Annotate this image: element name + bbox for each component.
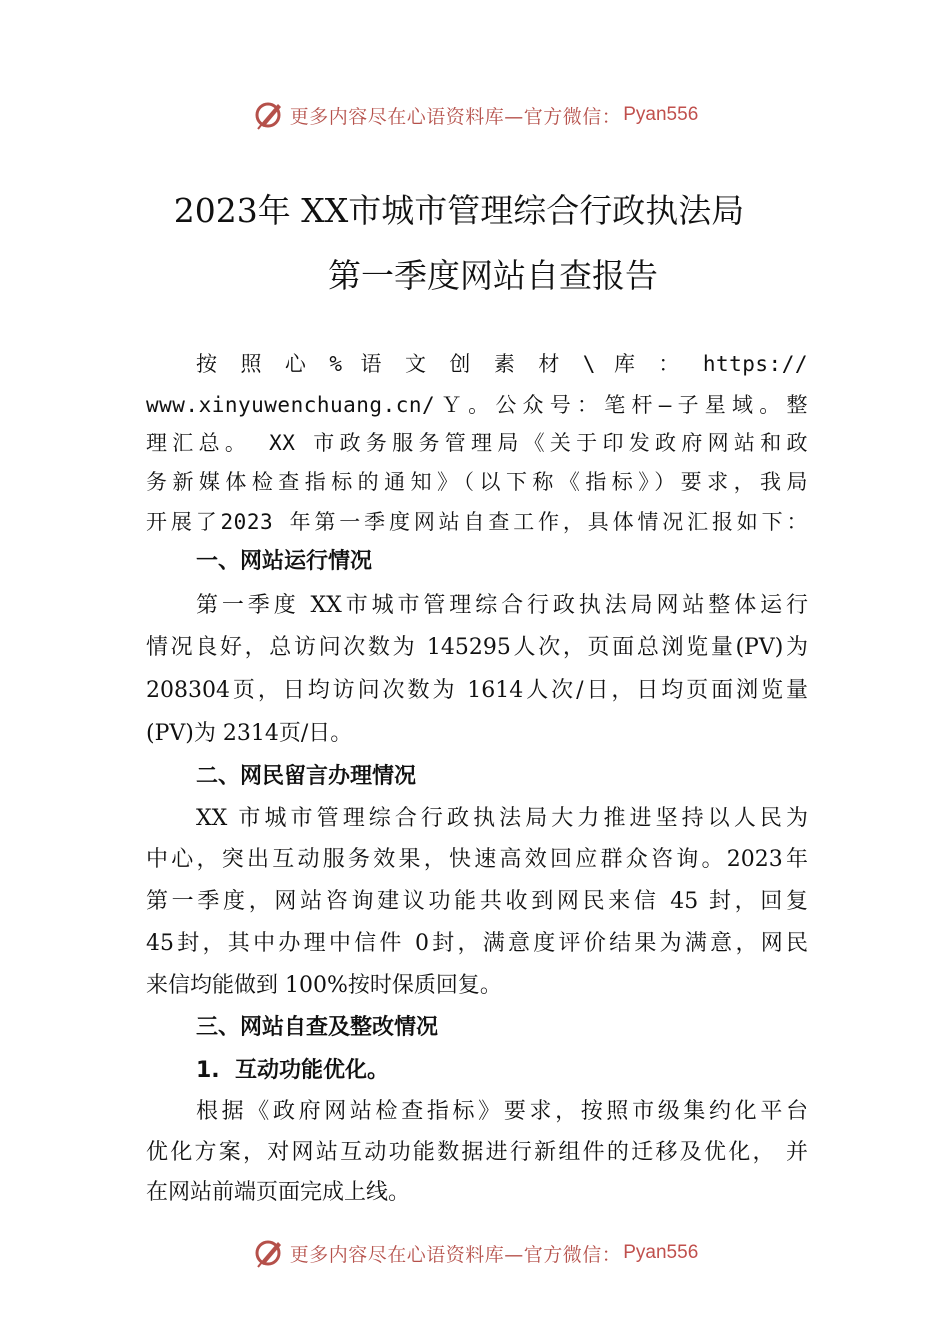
intro-line-3: 理汇总。 XX 市政务服务管理局《关于印发政府网站和政 — [146, 431, 808, 455]
document-title-line-2: 第一季度网站自查报告 — [328, 256, 658, 295]
section-heading-messages: 二、网民留言办理情况 — [196, 764, 417, 789]
section2-line-4: 45封，其中办理中信件 0封，满意度评价结果为满意，网民 — [146, 931, 808, 956]
watermark-text: 更多内容尽在心语资料库—官方微信： — [289, 1243, 622, 1266]
intro-line-5: 开展了2023 年第一季度网站自查工作，具体情况汇报如下： — [146, 510, 808, 534]
section-heading-selfcheck: 三、网站自查及整改情况 — [196, 1015, 439, 1040]
section1-line-2: 情况良好，总访问次数为 145295人次，页面总浏览量(PV)为 — [146, 635, 808, 660]
section2-line-2: 中心，突出互动服务效果，快速高效回应群众咨询。2023年 — [146, 847, 808, 872]
quill-logo-icon — [252, 1236, 286, 1270]
section3-line-3: 在网站前端页面完成上线。 — [146, 1180, 411, 1205]
section3-line-2: 优化方案，对网站互动功能数据进行新组件的迁移及优化， 并 — [146, 1140, 808, 1165]
section1-line-1: 第一季度 XX市城市管理综合行政执法局网站整体运行 — [196, 593, 808, 618]
section1-line-3: 208304页，日均访问次数为 1614人次/日，日均页面浏览量 — [146, 678, 808, 703]
section-heading-operation: 一、网站运行情况 — [196, 549, 373, 574]
watermark-text: 更多内容尽在心语资料库—官方微信： — [289, 105, 622, 128]
watermark-wechat-id: Pyan556 — [623, 104, 699, 125]
intro-line-2: www.xinyuwenchuang.cn/Ｙ。公众号：笔杆—子星域。整 — [146, 393, 808, 417]
subsection-heading-interaction: 1. 互动功能优化。 — [196, 1058, 389, 1083]
quill-logo-icon — [252, 98, 286, 132]
section1-line-4: (PV)为 2314页/日。 — [146, 721, 353, 746]
watermark-wechat-id: Pyan556 — [623, 1242, 699, 1263]
section3-line-1: 根据《政府网站检查指标》要求，按照市级集约化平台 — [196, 1099, 808, 1124]
document-title-line-1: 2023年 XX市城市管理综合行政执法局 — [173, 191, 745, 230]
section2-line-3: 第一季度，网站咨询建议功能共收到网民来信 45 封，回复 — [146, 889, 808, 914]
watermark-top — [0, 95, 950, 135]
section2-line-1: XX 市城市管理综合行政执法局大力推进坚持以人民为 — [196, 806, 808, 831]
intro-line-4: 务新媒体检查指标的通知》（以下称《指标》）要求，我局 — [146, 470, 808, 494]
section2-line-5: 来信均能做到 100%按时保质回复。 — [146, 973, 502, 998]
intro-line-1: 按 照 心 % 语 文 创 素 材 \ 库 ： https:// — [196, 352, 808, 376]
watermark-bottom — [0, 1233, 950, 1273]
